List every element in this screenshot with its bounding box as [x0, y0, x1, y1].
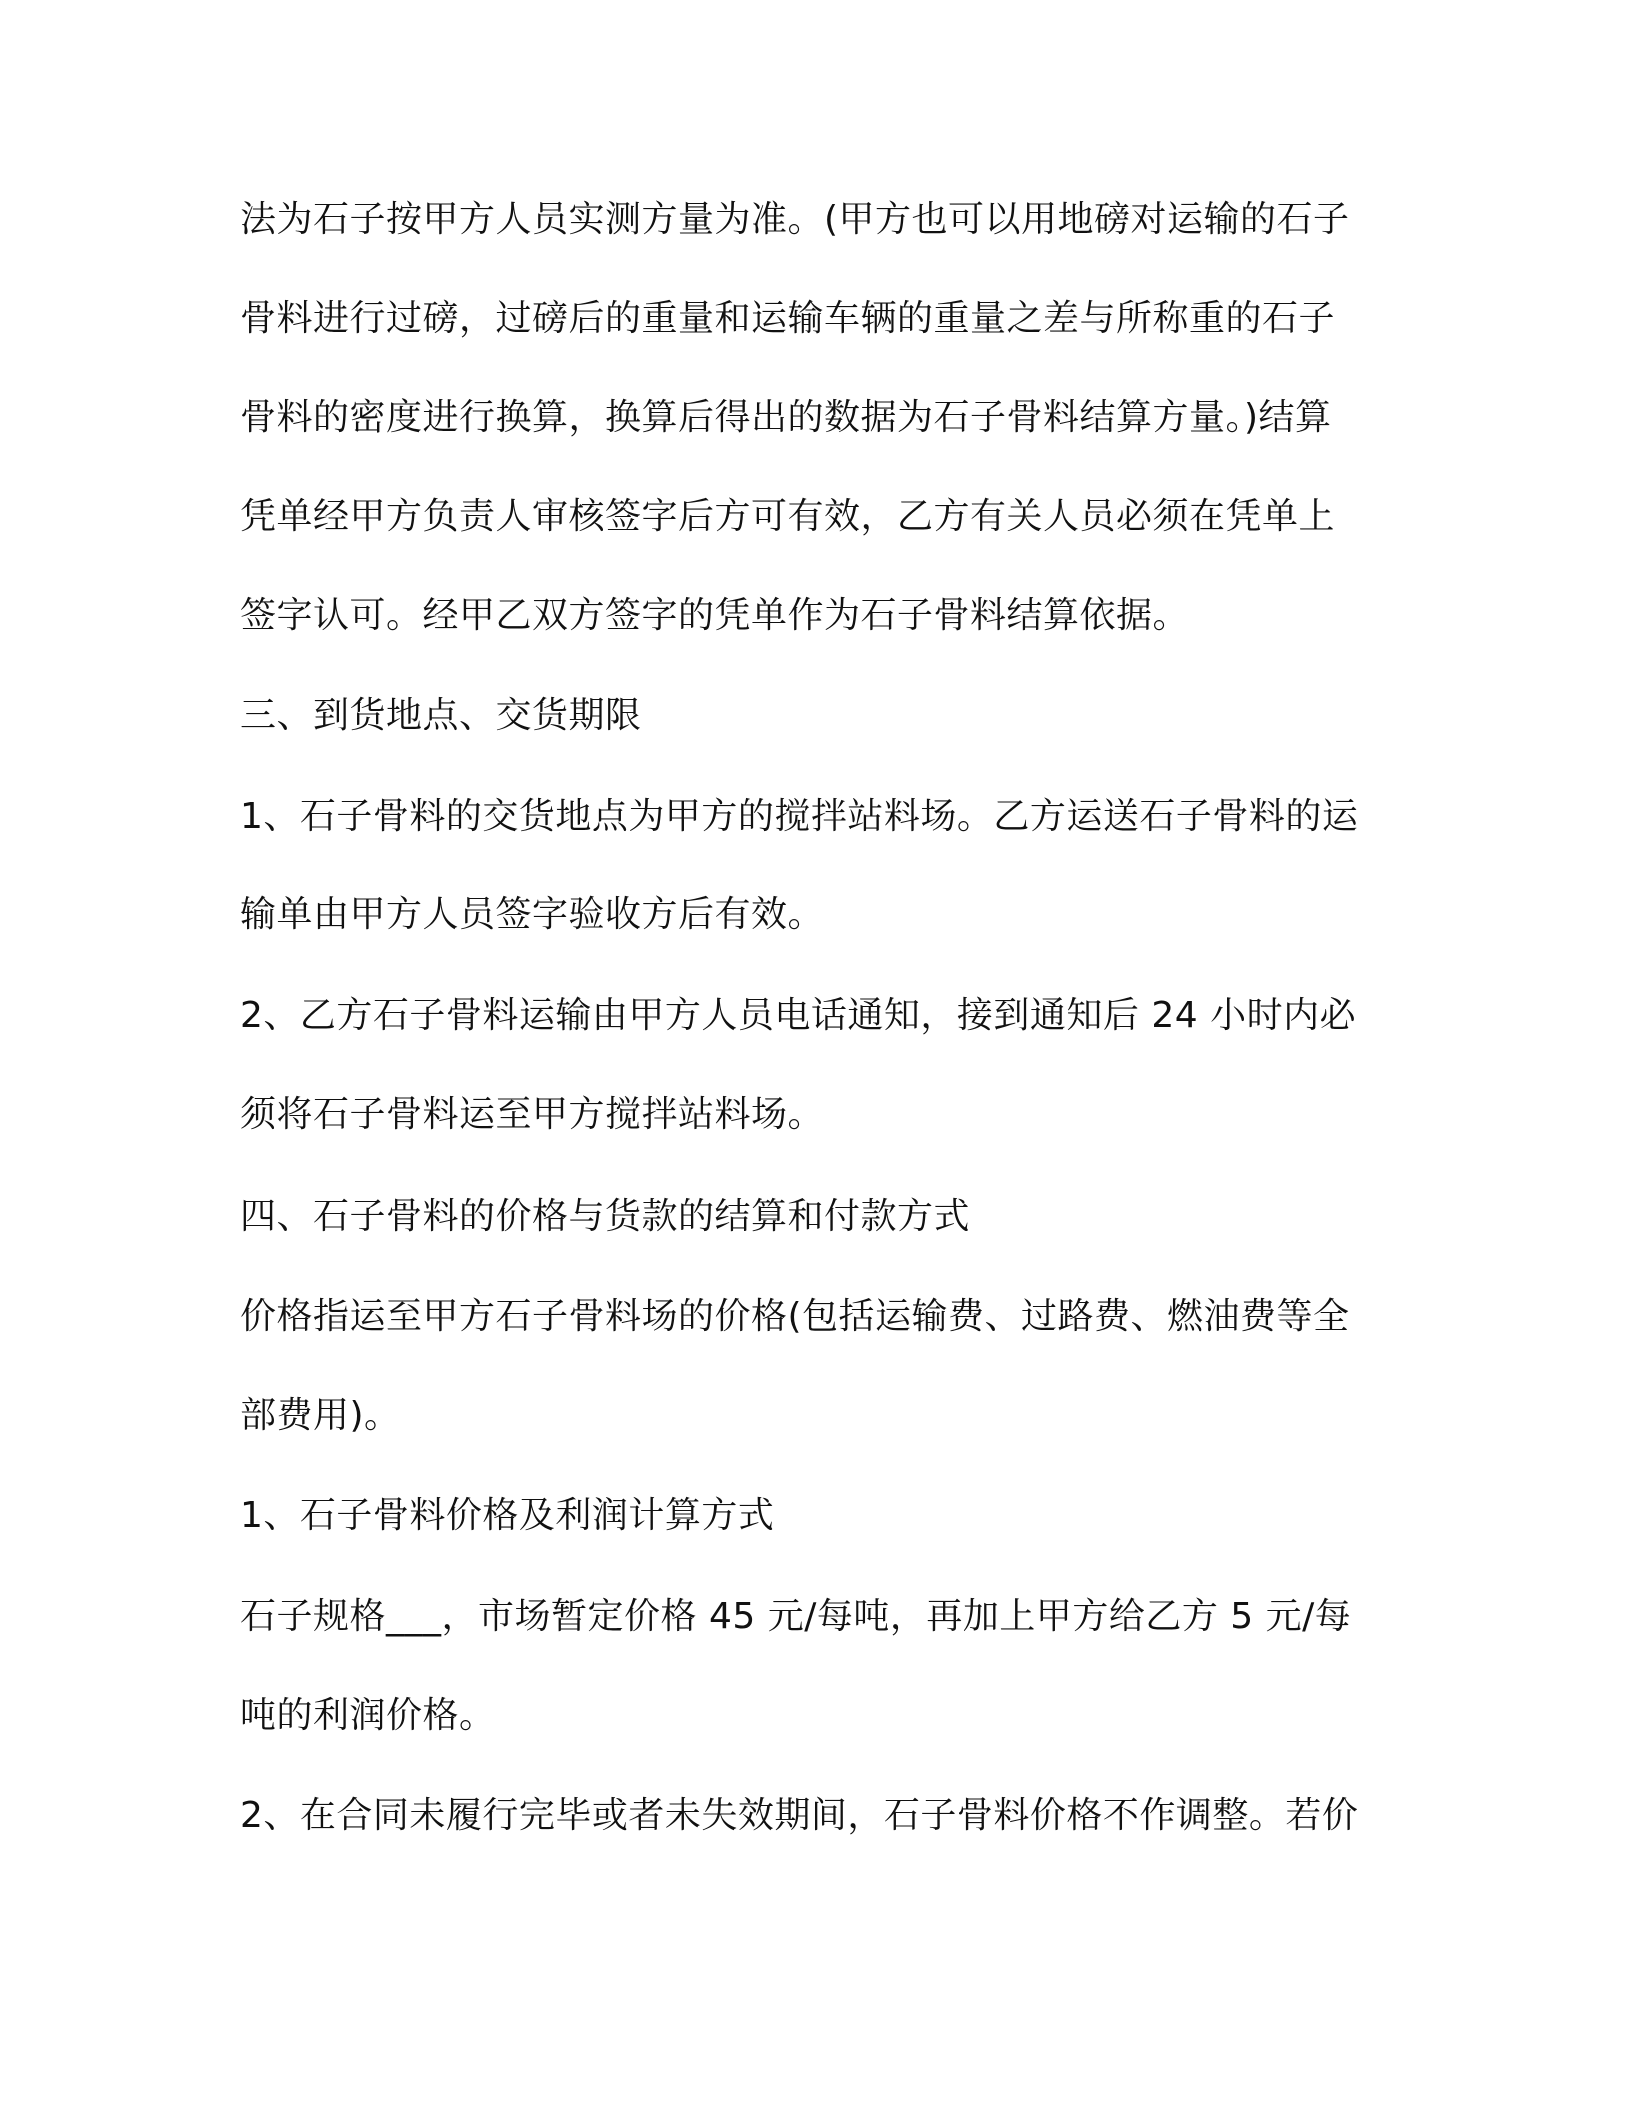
body-text-line: 签字认可。经甲乙双方签字的凭单作为石子骨料结算依据。: [240, 595, 1190, 636]
body-text-line: 输单由甲方人员签字验收方后有效。: [240, 894, 825, 935]
numbered-item: 2、乙方石子骨料运输由甲方人员电话通知，接到通知后 24 小时内必: [240, 995, 1357, 1036]
section-heading: 四、石子骨料的价格与货款的结算和付款方式: [240, 1196, 971, 1237]
section-heading: 三、到货地点、交货期限: [240, 695, 642, 736]
body-text-line: 骨料的密度进行换算，换算后得出的数据为石子骨料结算方量。)结算: [240, 397, 1332, 438]
numbered-item: 1、石子骨料价格及利润计算方式: [240, 1495, 775, 1536]
body-text-line: 石子规格___，市场暂定价格 45 元/每吨，再加上甲方给乙方 5 元/每: [240, 1596, 1352, 1637]
body-text-line: 凭单经甲方负责人审核签字后方可有效，乙方有关人员必须在凭单上: [240, 496, 1336, 537]
body-text-line: 价格指运至甲方石子骨料场的价格(包括运输费、过路费、燃油费等全: [240, 1296, 1350, 1337]
body-text-line: 骨料进行过磅，过磅后的重量和运输车辆的重量之差与所称重的石子: [240, 298, 1336, 339]
body-text-line: 须将石子骨料运至甲方搅拌站料场。: [240, 1094, 825, 1135]
body-text-line: 部费用)。: [240, 1395, 401, 1436]
body-text-line: 法为石子按甲方人员实测方量为准。(甲方也可以用地磅对运输的石子: [240, 199, 1350, 240]
numbered-item: 1、石子骨料的交货地点为甲方的搅拌站料场。乙方运送石子骨料的运: [240, 796, 1359, 837]
body-text-line: 吨的利润价格。: [240, 1695, 496, 1736]
numbered-item: 2、在合同未履行完毕或者未失效期间，石子骨料价格不作调整。若价: [240, 1795, 1359, 1836]
